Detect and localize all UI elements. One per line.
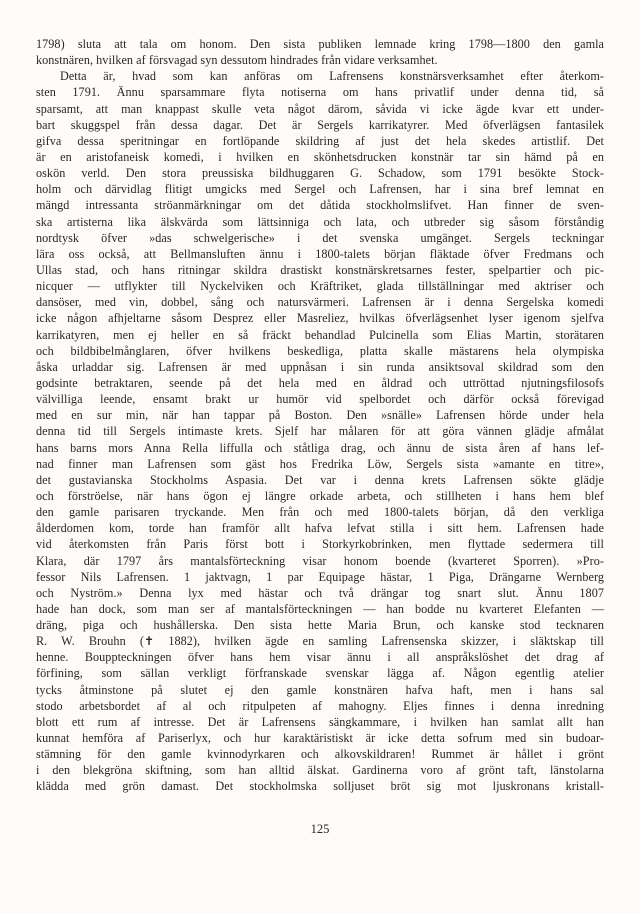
text-line: Klara, där 1797 års mantalsförteckning visar honom boende (kvarteret Sporren). »Pro- bbox=[36, 553, 604, 568]
text-line: gifva dessa speritningar en fortlöpande skildring af just det hela skedes artistlif. Det bbox=[36, 133, 604, 148]
text-line: denna tid till Sergels intimaste krets. Sjelf har målaren för att göra vännen glädje afmålat bbox=[36, 424, 604, 439]
body-text bbox=[36, 36, 604, 795]
text-line: och förströelse, när hans ögon ej längre orkade arbeta, och stillheten i hans hem blef bbox=[36, 488, 604, 503]
text-line: godsinte betraktaren, seende på det hela med en åldrad och uttröttad njutningsfilosofs bbox=[36, 375, 604, 390]
text-line: sten 1791. Ännu sparsammare flyta notiserna om hans privatlif under denna tid, så bbox=[36, 85, 604, 100]
text-line: klädda med grön damast. Det stockholmska solljuset bröt sig mot ljuskronans kristall- bbox=[36, 779, 604, 794]
text-line: mängd intressanta ströanmärkningar om det dåtida stockholmslifvet. Han finner de sven- bbox=[36, 198, 604, 213]
text-line: ska artisterna lika älskvärda som lättsinniga och lata, och utbreder sig såsom förståndig bbox=[36, 214, 604, 229]
text-line: kunnat hemföra af Pariserlyx, och hur karaktäristiskt är icke detta sofrum med sin budoar- bbox=[36, 731, 604, 746]
text-line: konstnären, hvilken af försvagad syn dessutom hindrades från vidare verksamhet. bbox=[36, 53, 438, 68]
text-line: fessor Nils Lafrensen. 1 jaktvagn, 1 par Equipage hästar, 1 Piga, Drängarne Wernberg bbox=[36, 569, 604, 584]
text-line: välvilliga leende, ensamt brakt ur humör vid spelbordet och därför också förevigad bbox=[36, 392, 604, 407]
text-line: stodo arbetsbordet af al och ritpulpeten af mahogny. Eljes finnes i denna inredning bbox=[36, 698, 604, 713]
page-number: 125 bbox=[310, 822, 330, 836]
text-line: henne. Bouppteckningen öfver hans hem visar ännu i all anspråkslöshet det drag af bbox=[36, 650, 604, 665]
text-line: bart skuggspel från dessa dagar. Det är Sergels karrikatyrer. Med öfverlägsen fantasilek bbox=[36, 117, 604, 132]
text-line: vid återkomsten från Paris först bott i Storkyrkobrinken, men flyttade sedermera till bbox=[36, 537, 604, 552]
text-line: förfining, som sällan verkligt förfranskade svenskar lägga af. Någon egentlig atelier bbox=[36, 666, 604, 681]
text-line: lära oss också, att Bellmansluften ännu i 1800-talets början fläktade öfver Fredmans och bbox=[36, 246, 604, 261]
text-line: 1798) sluta att tala om honom. Den sista publiken lemnade kring 1798—1800 den gamla bbox=[36, 37, 604, 51]
text-line: är en aristofaneisk komedi, i hvilken en skönhetsdrucken konstnär tar sin hämd på en bbox=[36, 149, 604, 164]
text-line: holm och därvidlag flitigt umgicks med Sergel och Lafrensen, har i sina bref lemnat en bbox=[36, 182, 604, 197]
text-line: Ullas stad, och hans ritningar skildra drastiskt konstnärskretsarnes fester, spelpartier och pic- bbox=[36, 262, 604, 277]
text-line: hade han dock, som man ser af mantalsförteckningen — han bodde nu kvarteret Elefanten — bbox=[36, 601, 604, 616]
text-line: nordtysk öfver »das schwelgerische» i det svenska umgänget. Sergels teckningar bbox=[36, 230, 604, 245]
text-line: och Nyström.» Denna lyx med hästar och två drängar tog snart slut. Ännu 1807 bbox=[36, 585, 604, 600]
text-line: åska urladdar sig. Lafrensen är med uppnåsan i sin runda ansiktsoval skildrad som den bbox=[36, 359, 604, 374]
text-line: stämning för den gamle kvinnodyrkaren och alkovskildraren! Rummet är hållet i grönt bbox=[36, 747, 604, 762]
text-line: sparsamt, att man knappast skulle veta något därom, såvida vi icke ägde kvar ett under- bbox=[36, 101, 604, 116]
text-line: dansöser, med vin, dobbel, sång och natursvärmeri. Lafrensen är i denna Sergelska komedi bbox=[36, 295, 604, 310]
text-line: och bildbibelmånglaren, öfver hvilkens beskedliga, platta skalle mästarens hela olympiska bbox=[36, 343, 604, 358]
text-line: R. W. Brouhn (✝ 1882), hvilken ägde en samling Lafrensenska skizzer, i släktskap till bbox=[36, 634, 604, 649]
text-line: oskön verld. Den stora preussiska bildhuggaren G. Schadow, som 1791 besökte Stock- bbox=[36, 166, 604, 181]
text-line: Detta är, hvad som kan anföras om Lafrensens konstnärsverksamhet efter återkom- bbox=[60, 69, 604, 84]
text-line: den gamle parisaren tryckande. Men från och med 1800-talets början, då den verkliga bbox=[36, 505, 604, 520]
text-line: det gustavianska Stockholms Aspasia. Det var i denna krets Lafrensen sökte glädje bbox=[36, 472, 604, 487]
text-line: icke någon afhjeltarne såsom Desprez eller Masreliez, hvilkas öfverlägsenhet lyser igenom sjelfva bbox=[36, 311, 604, 326]
text-line: med en sur min, när han tappar på Boston. Den »snälle» Lafrensen hörde under hela bbox=[36, 408, 604, 423]
text-line: i den blekgröna skiftning, som han alltid älskat. Gardinerna voro af grönt taft, länstolarna bbox=[36, 763, 604, 778]
text-line: tycks åtminstone på slutet ej den gamle konstnären hafva haft, men i hans sal bbox=[36, 682, 604, 697]
text-line: hans barns mors Anna Rella liffulla och ståtliga drag, och ännu de sista åren af hans lef- bbox=[36, 440, 604, 455]
text-line: karrikatyren, men ej heller en så fräckt behandlad Pulcinella som Elias Martin, storätaren bbox=[36, 327, 604, 342]
text-line: ålderdomen kom, torde han framför allt hafva lefvat stilla i sitt hem. Lafrensen hade bbox=[36, 521, 604, 536]
text-line: dräng, piga och hushållerska. Den sista hette Maria Brun, och kanske stod tecknaren bbox=[36, 618, 604, 633]
text-line: blott ett rum af intresse. Det är Lafrensens sängkammare, i hvilken han samlat allt han bbox=[36, 714, 604, 729]
text-line: nicquer — utflykter till Nyckelviken och Kräftriket, glada tillställningar med aktriser och bbox=[36, 279, 604, 294]
text-line: nad finner man Lafrensen som gäst hos Fredrika Löw, Sergels sista »amante en titre», bbox=[36, 456, 604, 471]
